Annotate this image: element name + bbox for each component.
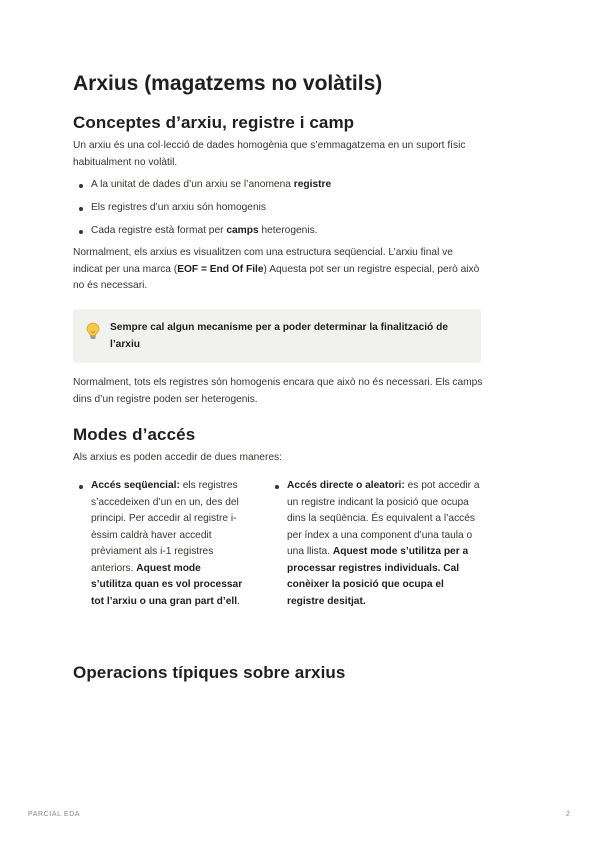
section-heading-operations: Operacions típiques sobre arxius: [73, 663, 346, 682]
callout-box: [73, 309, 481, 363]
list-item: Accés seqüencial: els registres s’accedeixen d’un en un, des del principi. Per accedir al registre i-èssim caldrà haver accedit prèviament als i-1 registres anteriors. Aquest mode s’utilitza quan es vol processar tot l’arxiu o una gran part d’ell.: [73, 478, 243, 610]
registers-paragraph: Normalment, tots els registres són homogenis encara que això no és necessari. Els camps dins d’un registre poden ser heterogenis.: [73, 377, 483, 405]
footer-label: PARCIAL EDA: [28, 811, 81, 818]
page-title: Arxius (magatzems no volàtils): [73, 72, 383, 95]
access-modes-intro: Als arxius es poden accedir de dues maneres:: [73, 452, 282, 463]
section-heading-access-modes: Modes d’accés: [73, 425, 196, 444]
list-item: Cada registre està format per camps heterogenis.: [73, 223, 483, 240]
concepts-intro: Un arxiu és una col·lecció de dades homogènia que s’emmagatzema en un suport físic habitualment no volàtil.: [73, 140, 466, 168]
callout-text: Sempre cal algun mecanisme per a poder determinar la finalització de l’arxiu: [110, 322, 449, 350]
lightbulb-icon: [85, 322, 101, 340]
eof-paragraph: Normalment, els arxius es visualitzen com una estructura seqüencial. L’arxiu final ve indicat per una marca (EOF = End Of File) Aquesta pot ser un registre especial, però això no és necessari.: [73, 247, 480, 291]
list-item: Accés directe o aleatori: es pot accedir a un registre indicant la posició que ocupa dins la seqüència. És equivalent a l’accés per índex a una component d’una taula o una llista. Aquest mode s’utilitza per a processar registres individuals. Cal conèixer la posició que ocupa el registre desitjat.: [269, 478, 483, 610]
page-number: 2: [566, 811, 571, 818]
list-item: Els registres d’un arxiu són homogenis: [73, 200, 483, 217]
section-heading-concepts: Conceptes d’arxiu, registre i camp: [73, 113, 355, 132]
list-item: A la unitat de dades d’un arxiu se l’anomena registre: [73, 177, 483, 194]
access-mode-column-left: [73, 478, 243, 610]
access-mode-column-right: [269, 478, 483, 610]
concepts-list: [73, 177, 483, 246]
